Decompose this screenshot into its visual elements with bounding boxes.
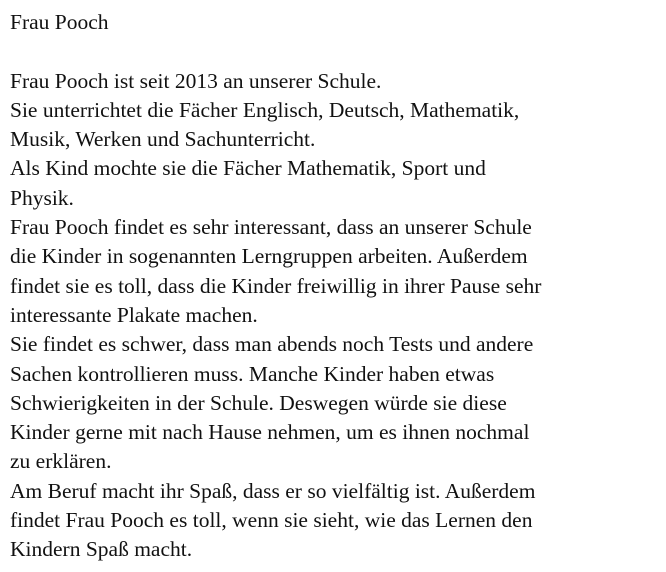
text-line: Schwierigkeiten in der Schule. Deswegen würde sie diese bbox=[10, 390, 507, 415]
text-line: Physik. bbox=[10, 185, 74, 210]
text-line: Am Beruf macht ihr Spaß, dass er so vielfältig ist. Außerdem bbox=[10, 478, 536, 503]
text-line: Frau Pooch findet es sehr interessant, dass an unserer Schule bbox=[10, 215, 532, 240]
text-line: Musik, Werken und Sachunterricht. bbox=[10, 127, 316, 152]
document-body bbox=[10, 8, 660, 565]
text-line: die Kinder in sogenannten Lerngruppen arbeiten. Außerdem bbox=[10, 244, 528, 269]
text-line: Kinder gerne mit nach Hause nehmen, um es ihnen nochmal bbox=[10, 420, 530, 445]
text-line: Sachen kontrollieren muss. Manche Kinder haben etwas bbox=[10, 361, 495, 386]
text-line: Kindern Spaß macht. bbox=[10, 537, 193, 562]
text-line: zu erklären. bbox=[10, 449, 112, 474]
document-title: Frau Pooch bbox=[10, 10, 109, 34]
document-text bbox=[10, 67, 660, 565]
text-line: findet Frau Pooch es toll, wenn sie sieht, wie das Lernen den bbox=[10, 508, 533, 533]
text-line: interessante Plakate machen. bbox=[10, 302, 258, 327]
text-line: Als Kind mochte sie die Fächer Mathematik, Sport und bbox=[10, 156, 486, 181]
text-line: Sie unterrichtet die Fächer Englisch, Deutsch, Mathematik, bbox=[10, 97, 520, 122]
text-line: Sie findet es schwer, dass man abends noch Tests und andere bbox=[10, 332, 534, 357]
text-line: findet sie es toll, dass die Kinder freiwillig in ihrer Pause sehr bbox=[10, 273, 542, 298]
text-line: Frau Pooch ist seit 2013 an unserer Schule. bbox=[10, 68, 382, 93]
